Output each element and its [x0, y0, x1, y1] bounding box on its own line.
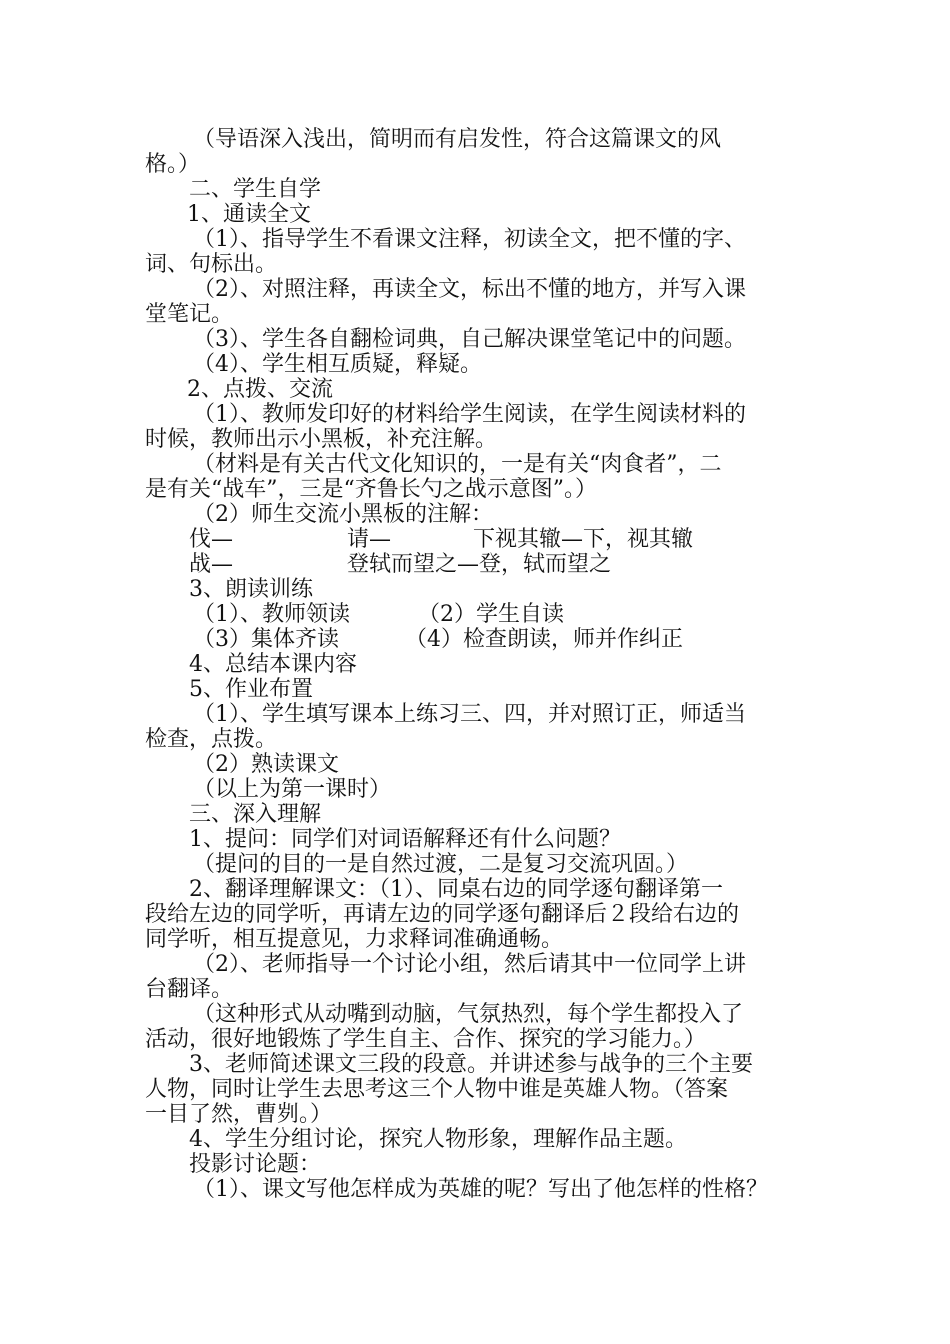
text-line: 人物，同时让学生去思考这三个人物中谁是英雄人物。（答案	[145, 1077, 729, 1102]
text-line: 4、学生分组讨论，探究人物形象，理解作品主题。	[189, 1127, 687, 1152]
text-line: 一目了然，曹刿。）	[145, 1102, 333, 1127]
subsection-heading: 5、作业布置	[189, 677, 313, 702]
text-line: （1）、课文写他怎样成为英雄的呢？写出了他怎样的性格？	[193, 1177, 768, 1202]
text-line: （这种形式从动嘴到动脑，气氛热烈，每个学生都投入了	[193, 1002, 744, 1027]
text-line: （2）、对照注释，再读全文，标出不懂的地方，并写入课	[193, 277, 746, 302]
section-heading: 二、学生自学	[189, 177, 322, 202]
text-line: 3、老师简述课文三段的段意。并讲述参与战争的三个主要	[189, 1052, 753, 1077]
subsection-heading: 3、朗读训练	[189, 577, 313, 602]
gloss-item: 请—	[347, 527, 392, 552]
text-line: （材料是有关古代文化知识的，一是有关“肉食者”，二	[193, 452, 722, 477]
text-line: 堂笔记。	[145, 302, 234, 327]
text-line: （1）、教师发印好的材料给学生阅读，在学生阅读材料的	[193, 402, 746, 427]
text-line: 台翻译。	[145, 977, 234, 1002]
text-line: （导语深入浅出，简明而有启发性，符合这篇课文的风	[193, 127, 722, 152]
subsection-heading: 1、通读全文	[187, 202, 311, 227]
text-line: 时候，教师出示小黑板，补充注解。	[145, 427, 498, 452]
text-line: 段给左边的同学听，再请左边的同学逐句翻译后２段给右边的	[145, 902, 740, 927]
text-line: 词、句标出。	[145, 252, 278, 277]
text-line: （2）、老师指导一个讨论小组，然后请其中一位同学上讲	[193, 952, 746, 977]
gloss-item: 战—	[189, 552, 234, 577]
text-line: 检查，点拨。	[145, 727, 278, 752]
text-line: （2）熟读课文	[193, 752, 339, 777]
subsection-heading: 4、总结本课内容	[189, 652, 357, 677]
text-line: （2）师生交流小黑板的注解：	[193, 502, 493, 527]
text-line: （4）、学生相互质疑，释疑。	[193, 352, 482, 377]
text-line: 格。）	[145, 152, 201, 177]
text-line: （1）、学生填写课本上练习三、四，并对照订正，师适当	[193, 702, 746, 727]
text-line: 2、翻译理解课文：（1）、同桌右边的同学逐句翻译第一	[189, 877, 723, 902]
text-line: （1）、教师领读	[193, 602, 350, 627]
gloss-item: 登轼而望之—登，轼而望之	[347, 552, 612, 577]
text-line: （3）集体齐读	[193, 627, 339, 652]
text-line: （3）、学生各自翻检词典，自己解决课堂笔记中的问题。	[193, 327, 746, 352]
text-line: 投影讨论题：	[189, 1152, 322, 1177]
text-line: 1、提问：同学们对词语解释还有什么问题？	[189, 827, 621, 852]
text-line: （4）检查朗读，师并作纠正	[405, 627, 683, 652]
gloss-item: 下视其辙—下，视其辙	[473, 527, 694, 552]
text-line: 同学听，相互提意见，力求释词准确通畅。	[145, 927, 564, 952]
gloss-item: 伐—	[189, 527, 234, 552]
section-heading: 三、深入理解	[189, 802, 322, 827]
subsection-heading: 2、点拨、交流	[187, 377, 333, 402]
text-line: （1）、指导学生不看课文注释，初读全文，把不懂的字、	[193, 227, 746, 252]
text-line: （以上为第一课时）	[193, 777, 392, 802]
text-line: （提问的目的一是自然过渡，二是复习交流巩固。）	[193, 852, 689, 877]
text-line: 活动，很好地锻炼了学生自主、合作、探究的学习能力。）	[145, 1027, 707, 1052]
text-line: （2）学生自读	[418, 602, 564, 627]
text-line: 是有关“战车”，三是“齐鲁长勺之战示意图”。）	[145, 477, 597, 502]
